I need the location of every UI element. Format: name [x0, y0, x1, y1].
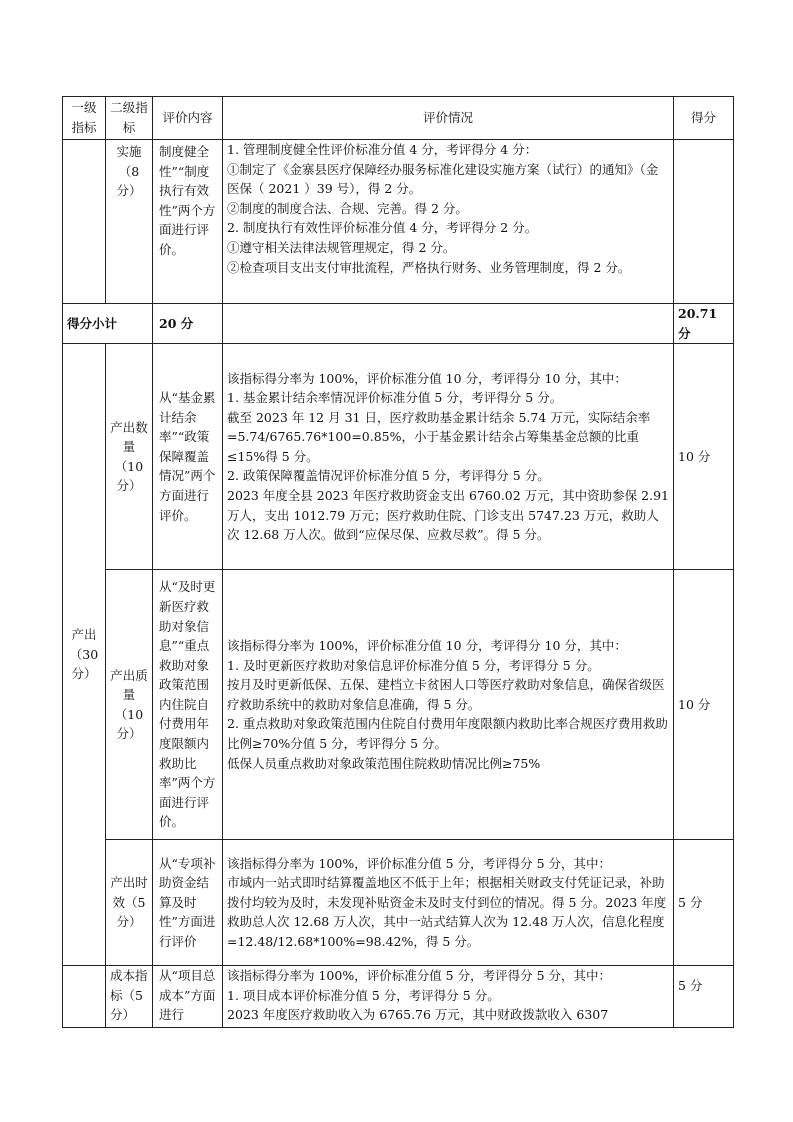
situation-line: 按月及时更新低保、五保、建档立卡贫困人口等医疗救助对象信息，确保省级医疗救助系统中的救助对象信息准确，得 5 分。: [227, 677, 665, 712]
subtotal-row: [63, 304, 734, 344]
situation-line: 1. 及时更新医疗救助对象信息评价标准分值 5 分，考评得分 5 分。: [227, 657, 600, 673]
situation-line: 1. 基金累计结余率情况评价标准分值 5 分，考评得分 5 分。: [227, 390, 563, 406]
score-cell: 5 分: [674, 840, 734, 966]
situation-line: ①制定了《金寨县医疗保障经办服务标准化建设实施方案（试行）的通知》（金医保（ 2021 ）39 号），得 2 分。: [227, 161, 659, 197]
header-level2: 二级指标: [106, 97, 153, 140]
situation-line: 该指标得分率为 100%，评价标准分值 10 分，考评得分 10 分，其中：: [227, 370, 627, 386]
level1-cell: [63, 966, 106, 1028]
situation-line: 市域内一站式即时结算覆盖地区不低于上年；根据相关财政支付凭证记录，补助拨付均较为及时，未发现补贴资金未及时支付到位的情况。得 5 分。2023 年度救助总人次 12.68 万人次，其中一站式结算人次为 12.48 万人次，信息化程度=12.48/12.68*100%=98.42%，得 5 分。: [227, 875, 667, 950]
situation-cell: [223, 840, 674, 966]
situation-line: 2. 政策保障覆盖情况评价标准分值 5 分，考评得分 5 分。: [227, 468, 550, 484]
subtotal-score: 20.71 分: [674, 304, 734, 344]
situation-line: 2023 年度医疗救助收入为 6765.76 万元，其中财政拨款收入 6307: [227, 1007, 609, 1023]
situation-cell: [223, 570, 674, 840]
situation-line: ①遵守相关法律法规管理规定，得 2 分。: [227, 239, 456, 255]
situation-line: 1. 管理制度健全性评价标准分值 4 分，考评得分 4 分：: [227, 142, 538, 157]
table-row: [63, 966, 734, 1028]
level1-cell: [63, 140, 106, 304]
score-cell: 10 分: [674, 570, 734, 840]
score-cell: 10 分: [674, 344, 734, 570]
score-cell: [674, 140, 734, 304]
situation-cell: [223, 344, 674, 570]
table-row: [63, 140, 734, 304]
situation-line: 该指标得分率为 100%，评价标准分值 5 分，考评得分 5 分，其中：: [227, 968, 612, 984]
table-row: [63, 570, 734, 840]
content-cell: 从“专项补助资金结算及时性”方面进行评价: [153, 840, 223, 966]
content-cell: 制度健全性”“制度执行有效性”两个方面进行评价。: [153, 140, 223, 304]
table-row: [63, 840, 734, 966]
score-cell: 5 分: [674, 966, 734, 1028]
level2-cell: 成本指标（5分）: [106, 966, 153, 1028]
header-level1: 一级指标: [63, 97, 106, 140]
subtotal-empty: [223, 304, 674, 344]
situation-cell: [223, 966, 674, 1028]
level2-cell: 产出数量（10分）: [106, 344, 153, 570]
header-score: 得分: [674, 97, 734, 140]
content-cell: 从“项目总成本”方面进行: [153, 966, 223, 1028]
situation-line: 该指标得分率为 100%，评价标准分值 10 分，考评得分 10 分，其中：: [227, 638, 627, 654]
situation-line: 2023 年度全县 2023 年医疗救助资金支出 6760.02 万元，其中资助参保 2.91 万人，支出 1012.79 万元；医疗救助住院、门诊支出 5747.23 万元，救助人次 12.68 万人次。做到“应保尽保、应救尽救”。得 5 分。: [227, 488, 669, 543]
situation-line: 2. 制度执行有效性评价标准分值 4 分，考评得分 2 分。: [227, 220, 538, 236]
subtotal-label: 得分小计: [63, 304, 153, 344]
level1-cell: 产出（30分）: [63, 344, 106, 966]
situation-line: 截至 2023 年 12 月 31 日，医疗救助基金累计结余 5.74 万元，实际结余率=5.74/6765.76*100=0.85%，小于基金累计结余占筹集基金总额的比重≤15%得 5 分。: [227, 409, 651, 464]
level2-cell: 产出时效（5分）: [106, 840, 153, 966]
content-cell: 从“及时更新医疗救助对象信息”“重点救助对象政策范围内住院自付费用年度限额内救助比率”两个方面进行评价。: [153, 570, 223, 840]
header-content: 评价内容: [153, 97, 223, 140]
situation-line: 2. 重点救助对象政策范围内住院自付费用年度限额内救助比率合规医疗费用救助比例≥70%分值 5 分，考评得分 5 分。: [227, 716, 668, 752]
situation-line: 1. 项目成本评价标准分值 5 分，考评得分 5 分。: [227, 987, 500, 1003]
situation-cell: [223, 140, 674, 304]
level2-cell: 实施（8分）: [106, 140, 153, 304]
situation-line: 低保人员重点救助对象政策范围住院救助情况比例≥75%: [227, 755, 541, 771]
situation-line: ②检查项目支出支付审批流程，严格执行财务、业务管理制度，得 2 分。: [227, 259, 631, 275]
table-row: [63, 344, 734, 570]
content-cell: 从“基金累计结余率”“政策保障覆盖情况”两个方面进行评价。: [153, 344, 223, 570]
level2-cell: 产出质量（10分）: [106, 570, 153, 840]
header-situation: 评价情况: [223, 97, 674, 140]
subtotal-standard: 20 分: [153, 304, 223, 344]
situation-line: 该指标得分率为 100%，评价标准分值 5 分，考评得分 5 分，其中：: [227, 855, 612, 871]
evaluation-table: [62, 96, 734, 1028]
situation-line: ②制度的制度合法、合规、完善。得 2 分。: [227, 200, 468, 216]
table-header-row: [63, 97, 734, 140]
